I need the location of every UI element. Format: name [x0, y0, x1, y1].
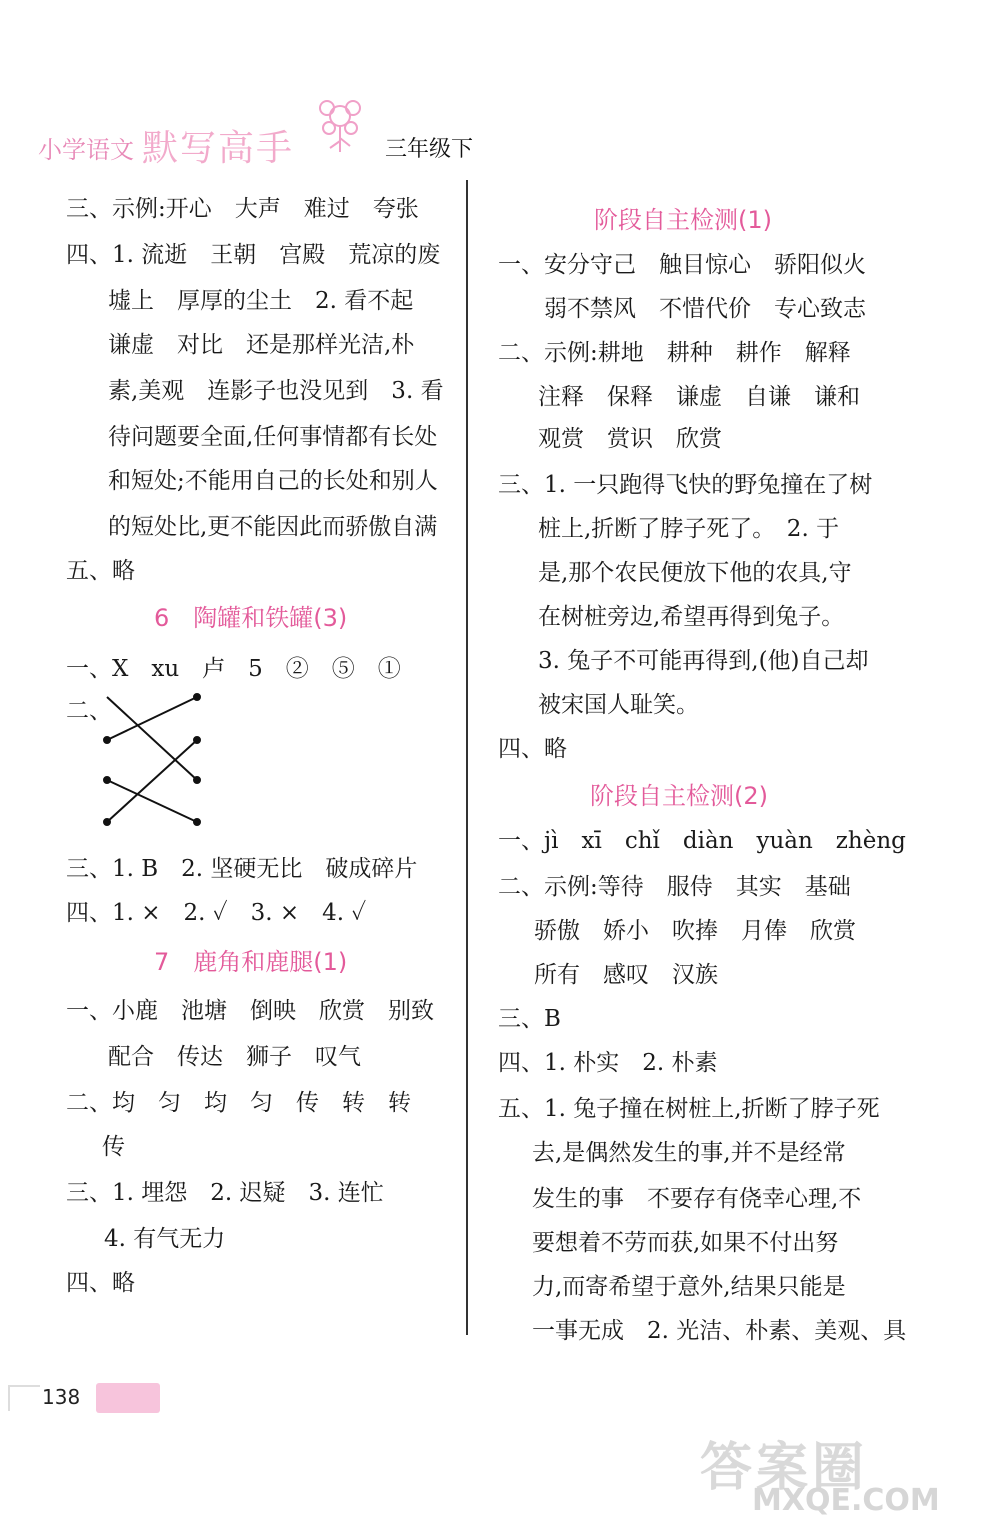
column-divider — [466, 180, 468, 1335]
section-title: 阶段自主检测(1) — [594, 206, 772, 234]
answer-line: 四、1. 流逝 王朝 宫殿 荒凉的废 — [66, 242, 441, 268]
answer-line: 传 — [102, 1134, 125, 1160]
watermark-url: MXQE.COM — [752, 1483, 940, 1518]
answer-line: 三、1. B 2. 坚硬无比 破成碎片 — [66, 856, 418, 882]
answer-line: 四、略 — [66, 1270, 135, 1296]
answer-line: 配合 传达 狮子 叹气 — [108, 1044, 361, 1070]
answer-line: 发生的事 不要存有侥幸心理,不 — [532, 1186, 862, 1212]
answer-line: 弱不禁风 不惜代价 专心致志 — [544, 296, 866, 322]
watermark-logo: 答案圈 — [700, 1438, 869, 1498]
answer-line: 力,而寄希望于意外,结果只能是 — [532, 1274, 846, 1300]
answer-line: 二、 — [66, 698, 112, 724]
matching-lines-diagram — [102, 692, 262, 842]
answer-line: 在树桩旁边,希望再得到兔子。 — [538, 604, 845, 630]
footer-decoration — [96, 1383, 160, 1413]
answer-line: 3. 兔子不可能再得到,(他)自己却 — [538, 648, 869, 674]
answer-line: 三、1. 一只跑得飞快的野兔撞在了树 — [498, 472, 873, 498]
watermark — [690, 1425, 990, 1518]
flower-deco-icon — [305, 86, 375, 156]
answer-line: 墟上 厚厚的尘土 2. 看不起 — [108, 288, 414, 314]
section-title: 7 鹿角和鹿腿(1) — [154, 948, 348, 976]
answer-line: 二、示例:耕地 耕种 耕作 解释 — [498, 340, 851, 366]
answer-line: 一、小鹿 池塘 倒映 欣赏 别致 — [66, 998, 434, 1024]
answer-line: 被宋国人耻笑。 — [538, 692, 699, 718]
answer-line: 一事无成 2. 光洁、朴素、美观、具 — [532, 1318, 907, 1344]
answer-line: 二、均 匀 均 匀 传 转 转 — [66, 1090, 411, 1116]
answer-line: 三、1. 埋怨 2. 迟疑 3. 连忙 — [66, 1180, 384, 1206]
brand-big-title: 默写高手 — [142, 128, 295, 169]
answer-line: 素,美观 连影子也没见到 3. 看 — [108, 378, 444, 404]
answer-line: 的短处比,更不能因此而骄傲自满 — [108, 514, 438, 540]
answer-line: 骄傲 娇小 吹捧 月俸 欣赏 — [534, 918, 856, 944]
answer-line: 四、略 — [498, 736, 567, 762]
answer-line: 和短处;不能用自己的长处和别人 — [108, 468, 438, 494]
answer-line: 要想着不劳而获,如果不付出努 — [532, 1230, 839, 1256]
brand-title: 小学语文 — [38, 136, 134, 164]
answer-line: 一、jì xī chǐ diàn yuàn zhèng — [498, 828, 906, 854]
page-number: 138 — [42, 1385, 81, 1409]
answer-line: 4. 有气无力 — [104, 1226, 226, 1252]
answer-line: 三、示例:开心 大声 难过 夸张 — [66, 196, 419, 222]
answer-line: 观赏 赏识 欣赏 — [538, 426, 722, 452]
answer-line: 五、1. 兔子撞在树桩上,折断了脖子死 — [498, 1096, 880, 1122]
answer-line: 去,是偶然发生的事,并不是经常 — [532, 1140, 846, 1166]
answer-line: 待问题要全面,任何事情都有长处 — [108, 424, 438, 450]
answer-line: 桩上,折断了脖子死了。 2. 于 — [538, 516, 840, 542]
page-header — [30, 80, 550, 169]
answer-line: 是,那个农民便放下他的农具,守 — [538, 560, 852, 586]
answer-line: 所有 感叹 汉族 — [534, 962, 718, 988]
answer-line: 一、安分守己 触目惊心 骄阳似火 — [498, 252, 866, 278]
answer-line: 谦虚 对比 还是那样光洁,朴 — [108, 332, 415, 358]
answer-line: 四、1. 朴实 2. 朴素 — [498, 1050, 718, 1076]
corner-mark — [8, 1385, 40, 1411]
answer-line: 四、1. × 2. ✓ 3. × 4. ✓ — [66, 900, 367, 926]
answer-line: 五、略 — [66, 558, 135, 584]
answer-line: 一、X xu 卢 5 ② ⑤ ① — [66, 656, 401, 682]
answer-line: 三、B — [498, 1006, 561, 1032]
section-title: 阶段自主检测(2) — [590, 782, 768, 810]
section-title: 6 陶罐和铁罐(3) — [154, 604, 348, 632]
grade-label: 三年级下 — [385, 137, 474, 162]
answer-line: 二、示例:等待 服侍 其实 基础 — [498, 874, 851, 900]
answer-line: 注释 保释 谦虚 自谦 谦和 — [538, 384, 860, 410]
